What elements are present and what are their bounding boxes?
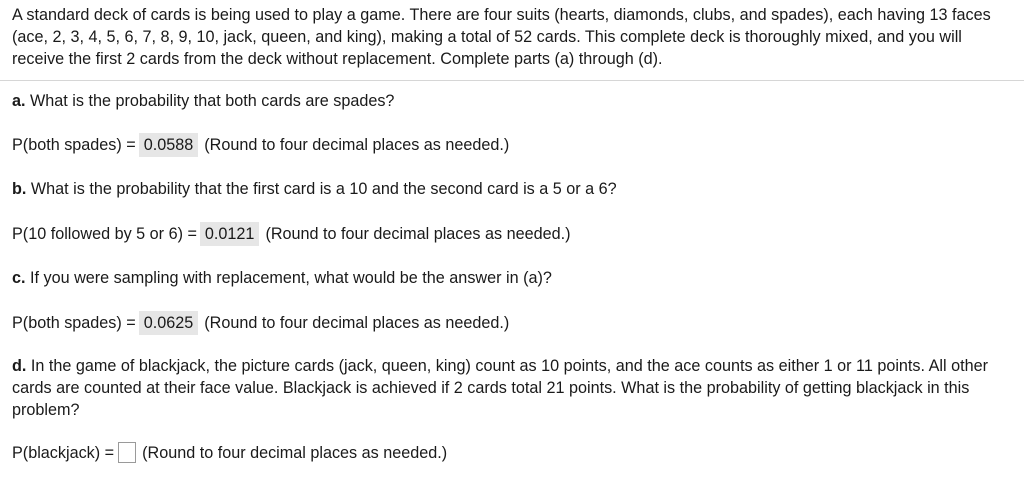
part-a-question-text: What is the probability that both cards are spades? — [25, 92, 395, 110]
part-b-answer-row — [12, 222, 570, 246]
part-b-question-text: What is the probability that the first card is a 10 and the second card is a 5 or a 6? — [26, 180, 617, 198]
part-c-answer-prefix: P(both spades) = — [12, 314, 136, 332]
part-c-question-text: If you were sampling with replacement, what would be the answer in (a)? — [25, 269, 552, 287]
part-b-answer-field[interactable]: 0.0121 — [200, 222, 260, 246]
part-c-hint: (Round to four decimal places as needed.) — [204, 314, 510, 332]
part-d-question — [12, 355, 1016, 421]
part-a-label: a. — [12, 92, 26, 110]
part-a-hint: (Round to four decimal places as needed.) — [204, 136, 510, 154]
part-d-label: d. — [12, 357, 27, 375]
part-a-question — [12, 90, 394, 112]
part-d-answer-input[interactable] — [118, 442, 136, 463]
part-d-question-text: In the game of blackjack, the picture cards (jack, queen, king) count as 10 points, and the ace counts as either 1 or 11 points. All other cards are counted at their face value. Blackjack is achieved if 2 cards total 21 points. What is the probability of getting blackjack in this problem? — [12, 357, 989, 419]
part-d-answer-prefix: P(blackjack) = — [12, 444, 115, 462]
part-d-answer-row — [12, 442, 447, 464]
part-c-label: c. — [12, 269, 26, 287]
part-a-answer-prefix: P(both spades) = — [12, 136, 136, 154]
part-c-answer-field[interactable]: 0.0625 — [139, 311, 199, 335]
part-b-hint: (Round to four decimal places as needed.) — [265, 225, 571, 243]
part-c-question — [12, 267, 552, 289]
part-a-answer-field[interactable]: 0.0588 — [139, 133, 199, 157]
part-b-answer-prefix: P(10 followed by 5 or 6) = — [12, 225, 197, 243]
part-b-label: b. — [12, 180, 27, 198]
part-b-question — [12, 178, 617, 200]
part-c-answer-row — [12, 311, 509, 335]
divider — [0, 80, 1024, 81]
part-a-answer-row — [12, 133, 509, 157]
part-d-hint: (Round to four decimal places as needed.) — [142, 444, 448, 462]
problem-statement: A standard deck of cards is being used to play a game. There are four suits (hearts, diamonds, clubs, and spades), each having 13 faces (ace, 2, 3, 4, 5, 6, 7, 8, 9, 10, jack, queen, and king), making a total of 52 cards. This complete deck is thoroughly mixed, and you will receive the first 2 cards from the deck without replacement. Complete parts (a) through (d). — [12, 6, 991, 68]
